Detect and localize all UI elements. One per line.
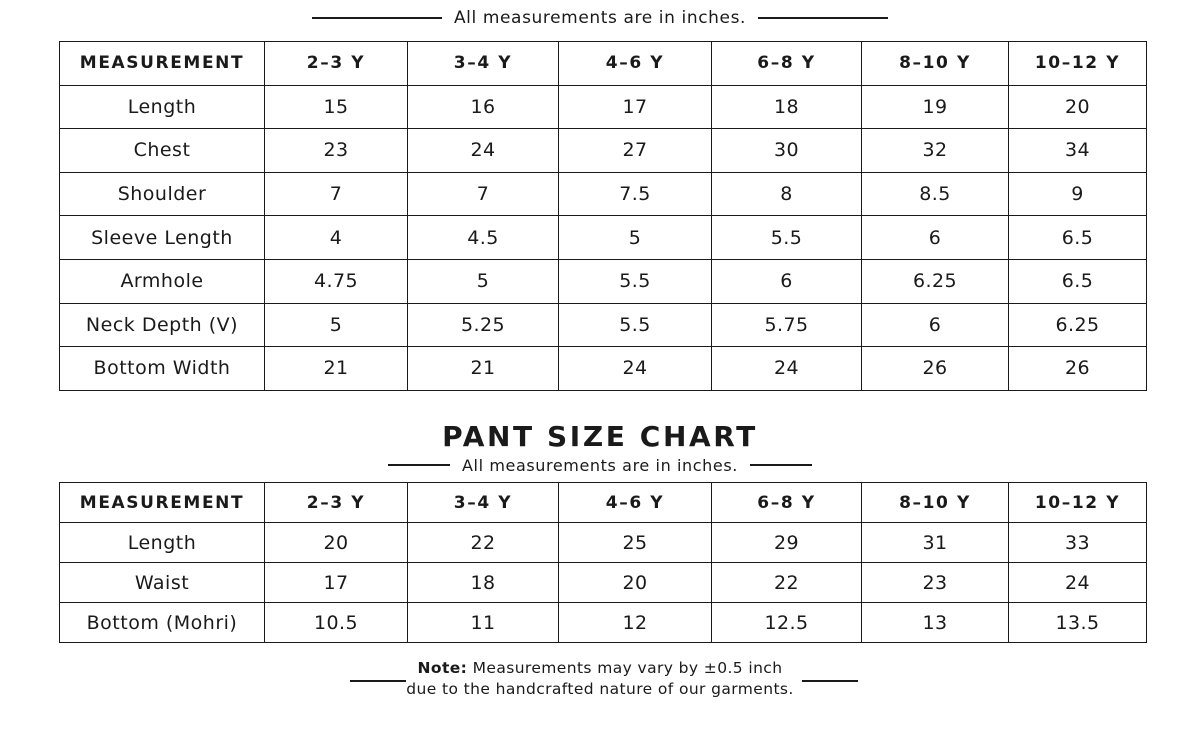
header-cell: 8–10 Y [862, 483, 1009, 523]
table-cell: 7 [265, 172, 408, 216]
table-row [60, 347, 1147, 391]
table-cell: 23 [862, 563, 1009, 603]
table-cell: 30 [712, 129, 862, 173]
table-cell: 5.5 [559, 259, 712, 303]
table-cell: 13.5 [1009, 603, 1147, 643]
table-cell: 8 [712, 172, 862, 216]
table-row [60, 172, 1147, 216]
pant-caption [0, 454, 1200, 476]
table-row [60, 303, 1147, 347]
header-cell: MEASUREMENT [60, 483, 265, 523]
table-cell: 12 [559, 603, 712, 643]
row-label: Length [60, 85, 265, 129]
caption-rule-left [312, 17, 442, 19]
table-row [60, 603, 1147, 643]
table-cell: 19 [862, 85, 1009, 129]
table-cell: 6.25 [862, 259, 1009, 303]
table-row [60, 85, 1147, 129]
caption-rule-right [758, 17, 888, 19]
table-cell: 26 [862, 347, 1009, 391]
pant-size-chart-title: PANT SIZE CHART [442, 420, 758, 453]
note-rule-right [802, 680, 858, 682]
row-label: Neck Depth (V) [60, 303, 265, 347]
table-cell: 26 [1009, 347, 1147, 391]
top-caption-text: All measurements are in inches. [453, 8, 747, 28]
table-row [60, 216, 1147, 260]
table-cell: 29 [712, 523, 862, 563]
table-cell: 20 [265, 523, 408, 563]
pant-caption-text: All measurements are in inches. [462, 455, 738, 475]
table-cell: 18 [712, 85, 862, 129]
header-cell: 6–8 Y [712, 483, 862, 523]
note-line-1-text: Measurements may vary by ±0.5 inch [467, 659, 783, 677]
table-cell: 5.5 [559, 303, 712, 347]
table-cell: 21 [408, 347, 559, 391]
table-cell: 15 [265, 85, 408, 129]
row-label: Length [60, 523, 265, 563]
header-cell: 2–3 Y [265, 42, 408, 86]
table-cell: 23 [265, 129, 408, 173]
caption-rule-right [750, 464, 812, 466]
table-cell: 18 [408, 563, 559, 603]
table-cell: 4.75 [265, 259, 408, 303]
note-text [380, 658, 820, 700]
table-cell: 11 [408, 603, 559, 643]
header-cell: 6–8 Y [712, 42, 862, 86]
table-cell: 6.5 [1009, 259, 1147, 303]
table-cell: 6 [862, 303, 1009, 347]
table-cell: 6.25 [1009, 303, 1147, 347]
row-label: Sleeve Length [60, 216, 265, 260]
table-cell: 6 [712, 259, 862, 303]
row-label: Chest [60, 129, 265, 173]
table-header-row [60, 483, 1147, 523]
table-row [60, 129, 1147, 173]
table-cell: 5 [265, 303, 408, 347]
table-cell: 16 [408, 85, 559, 129]
table-cell: 24 [1009, 563, 1147, 603]
top-size-table [59, 41, 1147, 391]
table-cell: 24 [408, 129, 559, 173]
note-line-1 [380, 658, 820, 679]
table-cell: 20 [559, 563, 712, 603]
header-cell: 3–4 Y [408, 42, 559, 86]
row-label: Armhole [60, 259, 265, 303]
table-cell: 8.5 [862, 172, 1009, 216]
table-cell: 22 [408, 523, 559, 563]
note-block [0, 658, 1200, 704]
row-label: Waist [60, 563, 265, 603]
table-cell: 34 [1009, 129, 1147, 173]
table-row [60, 523, 1147, 563]
table-cell: 25 [559, 523, 712, 563]
caption-rule-left [388, 464, 450, 466]
table-cell: 5.25 [408, 303, 559, 347]
table-cell: 32 [862, 129, 1009, 173]
header-cell: 3–4 Y [408, 483, 559, 523]
table-cell: 21 [265, 347, 408, 391]
table-cell: 10.5 [265, 603, 408, 643]
table-header-row [60, 42, 1147, 86]
table-cell: 4.5 [408, 216, 559, 260]
top-caption [0, 6, 1200, 30]
table-cell: 7.5 [559, 172, 712, 216]
table-cell: 17 [265, 563, 408, 603]
table-cell: 12.5 [712, 603, 862, 643]
table-cell: 24 [559, 347, 712, 391]
header-cell: 2–3 Y [265, 483, 408, 523]
header-cell: 4–6 Y [559, 483, 712, 523]
table-cell: 5.75 [712, 303, 862, 347]
header-cell: 10–12 Y [1009, 42, 1147, 86]
table-row [60, 259, 1147, 303]
table-cell: 5 [559, 216, 712, 260]
row-label: Bottom (Mohri) [60, 603, 265, 643]
table-cell: 7 [408, 172, 559, 216]
header-cell: 4–6 Y [559, 42, 712, 86]
table-cell: 5 [408, 259, 559, 303]
table-row [60, 563, 1147, 603]
header-cell: MEASUREMENT [60, 42, 265, 86]
table-cell: 6.5 [1009, 216, 1147, 260]
note-line-2: due to the handcrafted nature of our garments. [406, 680, 794, 698]
pant-size-table [59, 482, 1147, 643]
table-cell: 22 [712, 563, 862, 603]
note-label: Note: [417, 659, 468, 677]
table-cell: 24 [712, 347, 862, 391]
table-cell: 5.5 [712, 216, 862, 260]
table-cell: 31 [862, 523, 1009, 563]
table-cell: 4 [265, 216, 408, 260]
header-cell: 8–10 Y [862, 42, 1009, 86]
table-cell: 27 [559, 129, 712, 173]
table-cell: 6 [862, 216, 1009, 260]
table-cell: 13 [862, 603, 1009, 643]
header-cell: 10–12 Y [1009, 483, 1147, 523]
table-cell: 20 [1009, 85, 1147, 129]
row-label: Bottom Width [60, 347, 265, 391]
table-cell: 33 [1009, 523, 1147, 563]
row-label: Shoulder [60, 172, 265, 216]
table-cell: 9 [1009, 172, 1147, 216]
table-cell: 17 [559, 85, 712, 129]
